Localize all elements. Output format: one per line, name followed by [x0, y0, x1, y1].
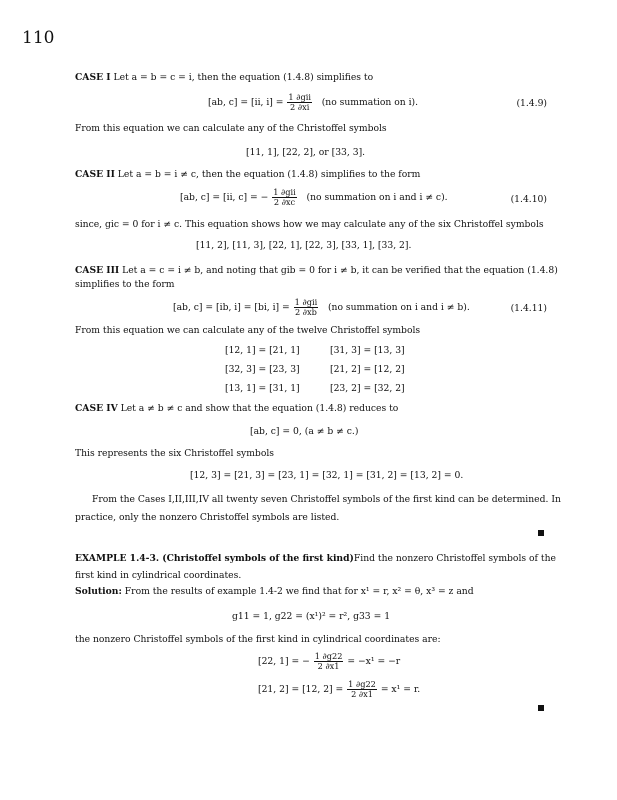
- case2-frac-num: 1 ∂gii: [273, 187, 296, 197]
- case1-frac-den: 2 ∂xi: [290, 102, 310, 112]
- eq2-rhs: = x¹ = r.: [380, 684, 421, 695]
- case4-intro: [75, 403, 547, 415]
- qed-square: [538, 705, 544, 711]
- table-cell: [32, 3] = [23, 3]: [225, 364, 300, 375]
- example-after: the nonzero Christoffel symbols of the first kind in cylindrical coordinates are:: [75, 634, 441, 645]
- case3-eq-note: (no summation on i and i ≠ b).: [327, 302, 470, 313]
- case4-equation: [ab, c] = 0, (a ≠ b ≠ c.): [250, 426, 359, 437]
- example-title: [75, 553, 556, 565]
- case1-label: CASE I: [75, 72, 111, 83]
- case4-symbols: [12, 3] = [21, 3] = [23, 1] = [32, 1] = [31, 2] = [13, 2] = 0.: [190, 470, 464, 481]
- case2-eq-lhs: [ab, c] = [ii, c] = −: [180, 192, 269, 203]
- case3-eq-lhs: [ab, c] = [ib, i] = [bi, i] =: [173, 302, 290, 313]
- eq1-lhs: [22, 1] = −: [258, 656, 310, 667]
- case3-text: Let a = c = i ≠ b, and noting that gib = 0 for i ≠ b, it can be verified that the equation (1.4.8): [122, 265, 558, 276]
- case1-symbols: [11, 1], [22, 2], or [33, 3].: [246, 147, 366, 158]
- case2-symbols: [11, 2], [11, 3], [22, 1], [22, 3], [33, 1], [33, 2].: [196, 240, 412, 251]
- case1-frac-num: 1 ∂gii: [288, 92, 311, 102]
- eq1-rhs: = −x¹ = −r: [347, 656, 401, 667]
- qed-square: [538, 530, 544, 536]
- solution-label: Solution:: [75, 586, 122, 597]
- case1-eq-lhs: [ab, c] = [ii, i] =: [208, 97, 284, 108]
- case3-after: From this equation we can calculate any of the twelve Christoffel symbols: [75, 325, 421, 336]
- case2-label: CASE II: [75, 169, 115, 180]
- case4-text: Let a ≠ b ≠ c and show that the equation (1.4.8) reduces to: [120, 403, 399, 414]
- case2-equation: [180, 188, 448, 207]
- conclusion-line-1: From the Cases I,II,III,IV all twenty seven Christoffel symbols of the first kind can be determined. In: [92, 494, 561, 505]
- case2-eq-note: (no summation on i and i ≠ c).: [306, 192, 448, 203]
- case1-eq-number: (1.4.9): [516, 98, 547, 109]
- solution-text: From the results of example 1.4-2 we find that for x¹ = r, x² = θ, x³ = z and: [124, 586, 474, 597]
- case2-after: since, gic = 0 for i ≠ c. This equation shows how we may calculate any of the six Christoffel symbols: [75, 219, 544, 230]
- solution-line: [75, 586, 547, 598]
- case3-frac-den: 2 ∂xb: [294, 307, 317, 317]
- case1-text: Let a = b = c = i, then the equation (1.4.8) simplifies to: [113, 72, 374, 83]
- table-cell: [13, 1] = [31, 1]: [225, 383, 300, 394]
- case1-eq-note: (no summation on i).: [321, 97, 419, 108]
- case2-text: Let a = b = i ≠ c, then the equation (1.4.8) simplifies to the form: [117, 169, 421, 180]
- page-number: 110: [22, 28, 55, 48]
- example-title-bold: EXAMPLE 1.4-3. (Christoffel symbols of the first kind): [75, 553, 354, 564]
- case4-after: This represents the six Christoffel symbols: [75, 448, 274, 459]
- eq2-fraction: [347, 680, 377, 699]
- case3-fraction: [294, 298, 319, 317]
- case3-label: CASE III: [75, 265, 120, 276]
- case1-after: From this equation we can calculate any of the Christoffel symbols: [75, 123, 387, 134]
- table-cell: [31, 3] = [13, 3]: [330, 345, 405, 356]
- eq1-frac-num: 1 ∂g22: [314, 651, 343, 661]
- case3-intro-2: simplifies to the form: [75, 279, 175, 290]
- result-equation-2: [258, 680, 420, 699]
- eq2-lhs: [21, 2] = [12, 2] =: [258, 684, 344, 695]
- eq1-frac-den: 2 ∂x1: [317, 661, 340, 671]
- example-line-2: first kind in cylindrical coordinates.: [75, 570, 242, 581]
- case2-fraction: [272, 188, 297, 207]
- case3-intro: [75, 265, 558, 277]
- case3-frac-num: 1 ∂gii: [294, 297, 318, 307]
- case4-label: CASE IV: [75, 403, 118, 414]
- case3-equation: [173, 298, 470, 317]
- table-cell: [21, 2] = [12, 2]: [330, 364, 405, 375]
- case2-frac-den: 2 ∂xc: [273, 197, 296, 207]
- conclusion-line-2: practice, only the nonzero Christoffel symbols are listed.: [75, 512, 340, 523]
- table-cell: [23, 2] = [32, 2]: [330, 383, 405, 394]
- case2-intro: [75, 169, 547, 181]
- table-cell: [12, 1] = [21, 1]: [225, 345, 300, 356]
- eq2-frac-num: 1 ∂g22: [348, 679, 376, 689]
- example-title-rest: Find the nonzero Christoffel symbols of the: [353, 553, 556, 564]
- case1-fraction: [287, 93, 312, 112]
- eq2-frac-den: 2 ∂x1: [351, 689, 373, 699]
- case3-eq-number: (1.4.11): [510, 303, 547, 314]
- case2-eq-number: (1.4.10): [510, 194, 547, 205]
- result-equation-1: [258, 652, 400, 671]
- case1-intro: [75, 72, 547, 84]
- metric-equation: g11 = 1, g22 = (x¹)² = r², g33 = 1: [232, 611, 391, 622]
- case1-equation: [208, 93, 418, 112]
- eq1-fraction: [314, 652, 344, 671]
